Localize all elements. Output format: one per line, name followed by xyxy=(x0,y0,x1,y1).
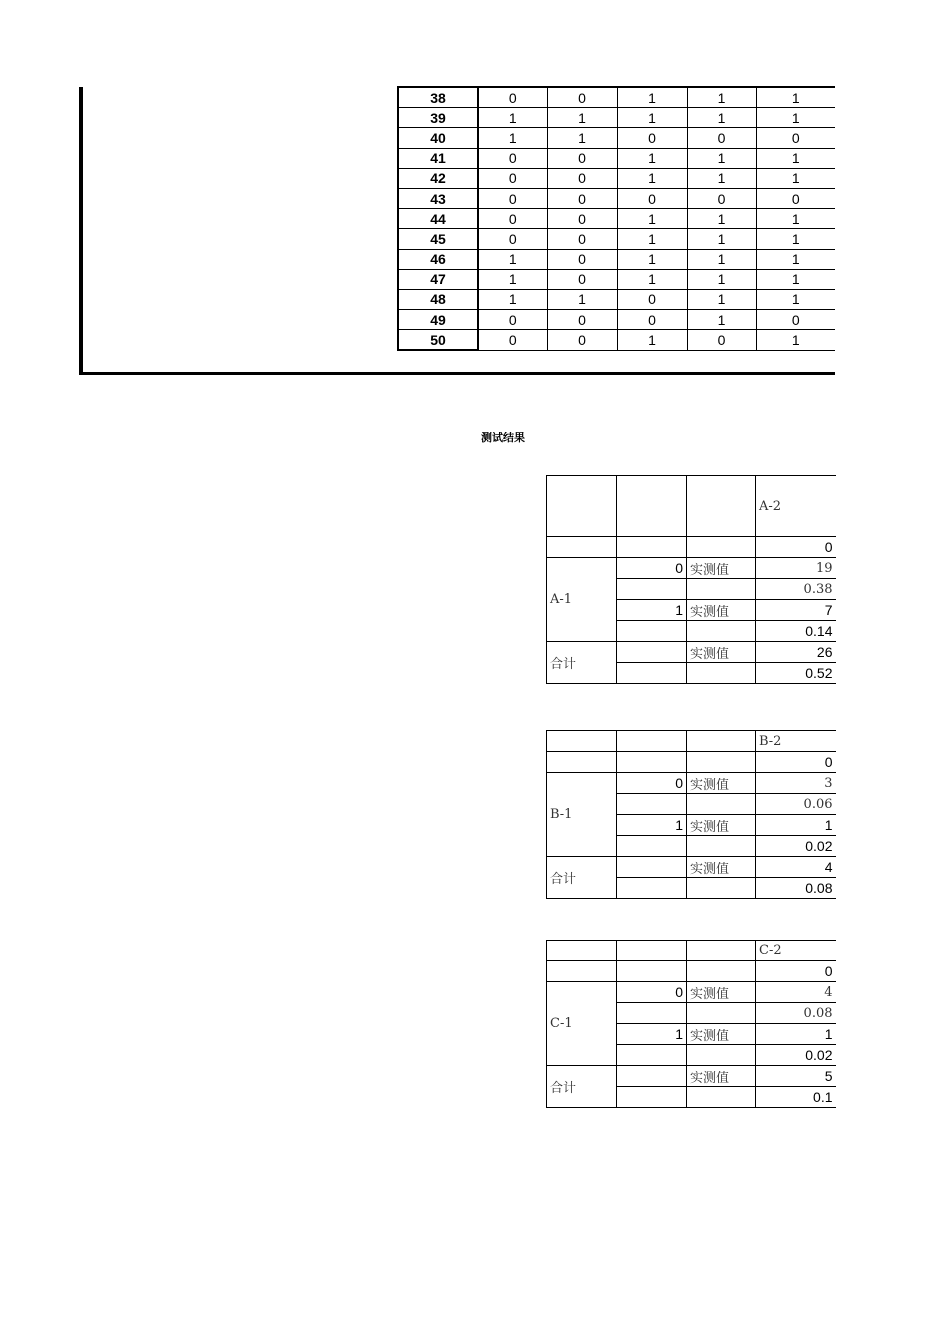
table-row xyxy=(398,330,835,351)
table-cell: 0 xyxy=(547,269,617,289)
pct-level-0: 0.08 xyxy=(756,1003,836,1024)
section-title: 测试结果 xyxy=(481,432,525,444)
cell-blank xyxy=(617,621,687,642)
row-id: 49 xyxy=(398,310,478,330)
table-row xyxy=(398,249,835,269)
table-cell: 1 xyxy=(617,249,687,269)
table-cell: 0 xyxy=(478,188,547,208)
crosstab-b xyxy=(546,730,836,899)
table-cell: 1 xyxy=(617,108,687,128)
cell-blank xyxy=(617,1045,687,1066)
table-cell: 0 xyxy=(687,188,756,208)
table-cell: 1 xyxy=(756,168,835,188)
pct-level-0: 0.06 xyxy=(756,794,836,815)
data-table-body xyxy=(398,87,835,350)
table-row xyxy=(398,108,835,128)
table-cell: 0 xyxy=(478,229,547,249)
total-label: 合计 xyxy=(547,857,617,899)
row-id: 39 xyxy=(398,108,478,128)
row-id: 50 xyxy=(398,330,478,351)
table-cell: 1 xyxy=(547,128,617,148)
row-level-0: 0 xyxy=(617,982,687,1003)
cell-blank xyxy=(687,621,756,642)
cell-blank xyxy=(687,1003,756,1024)
cell-blank xyxy=(617,961,687,982)
row-level-1: 1 xyxy=(617,1024,687,1045)
table-cell: 1 xyxy=(687,87,756,108)
table-cell: 1 xyxy=(687,229,756,249)
table-cell: 1 xyxy=(687,168,756,188)
col-value: 0 xyxy=(756,537,836,558)
row-variable-label: A-1 xyxy=(547,558,617,642)
row-id: 48 xyxy=(398,289,478,309)
table-cell: 1 xyxy=(756,229,835,249)
table-cell: 0 xyxy=(547,229,617,249)
table-cell: 1 xyxy=(617,209,687,229)
measured-label: 实测值 xyxy=(687,558,756,579)
table-cell: 1 xyxy=(756,108,835,128)
measured-label: 实测值 xyxy=(687,857,756,878)
measured-label: 实测值 xyxy=(687,1066,756,1087)
measured-label: 实测值 xyxy=(687,600,756,621)
col-value: 0 xyxy=(756,961,836,982)
data-table xyxy=(397,86,835,351)
cell-blank xyxy=(547,961,617,982)
table-cell: 1 xyxy=(478,249,547,269)
cell-blank xyxy=(687,836,756,857)
table-row xyxy=(398,209,835,229)
cell-blank xyxy=(617,1066,687,1087)
row-id: 43 xyxy=(398,188,478,208)
cell-blank xyxy=(617,752,687,773)
table-cell: 1 xyxy=(687,209,756,229)
table-cell: 1 xyxy=(617,330,687,351)
table-cell: 1 xyxy=(478,128,547,148)
table-cell: 0 xyxy=(756,310,835,330)
table-cell: 1 xyxy=(687,289,756,309)
count-level-0: 3 xyxy=(756,773,836,794)
cell-blank xyxy=(547,752,617,773)
cell-blank xyxy=(617,857,687,878)
header-blank xyxy=(687,731,756,752)
measured-label: 实测值 xyxy=(687,773,756,794)
row-level-0: 0 xyxy=(617,558,687,579)
row-variable-label: C-1 xyxy=(547,982,617,1066)
row-id: 47 xyxy=(398,269,478,289)
row-variable-label: B-1 xyxy=(547,773,617,857)
table-cell: 0 xyxy=(547,209,617,229)
cell-blank xyxy=(687,579,756,600)
measured-label: 实测值 xyxy=(687,982,756,1003)
table-cell: 0 xyxy=(756,188,835,208)
crosstab-c xyxy=(546,940,836,1108)
table-cell: 0 xyxy=(547,148,617,168)
header-blank xyxy=(617,476,687,537)
cell-blank xyxy=(617,663,687,684)
table-cell: 1 xyxy=(478,108,547,128)
table-cell: 1 xyxy=(756,330,835,351)
table-row xyxy=(398,87,835,108)
count-level-1: 1 xyxy=(756,1024,836,1045)
total-count: 26 xyxy=(756,642,836,663)
col-variable-label: A-2 xyxy=(756,476,836,537)
table-row xyxy=(398,310,835,330)
header-blank xyxy=(687,941,756,961)
col-value: 0 xyxy=(756,752,836,773)
cell-blank xyxy=(617,878,687,899)
row-id: 42 xyxy=(398,168,478,188)
table-cell: 1 xyxy=(687,310,756,330)
pct-level-0: 0.38 xyxy=(756,579,836,600)
table-cell: 0 xyxy=(547,310,617,330)
row-id: 41 xyxy=(398,148,478,168)
pct-level-1: 0.14 xyxy=(756,621,836,642)
table-cell: 0 xyxy=(756,128,835,148)
cell-blank xyxy=(687,752,756,773)
row-id: 45 xyxy=(398,229,478,249)
table-cell: 1 xyxy=(617,87,687,108)
table-cell: 0 xyxy=(478,330,547,351)
cell-blank xyxy=(617,836,687,857)
header-blank xyxy=(687,476,756,537)
cell-blank xyxy=(547,537,617,558)
table-cell: 1 xyxy=(756,269,835,289)
table-cell: 1 xyxy=(617,229,687,249)
cell-blank xyxy=(687,878,756,899)
table-cell: 1 xyxy=(617,269,687,289)
table-cell: 0 xyxy=(687,330,756,351)
pct-level-1: 0.02 xyxy=(756,836,836,857)
table-cell: 0 xyxy=(478,310,547,330)
row-id: 40 xyxy=(398,128,478,148)
table-cell: 0 xyxy=(617,128,687,148)
cell-blank xyxy=(687,1045,756,1066)
table-cell: 1 xyxy=(756,148,835,168)
measured-label: 实测值 xyxy=(687,1024,756,1045)
table-cell: 1 xyxy=(687,108,756,128)
table-cell: 1 xyxy=(478,289,547,309)
cell-blank xyxy=(687,663,756,684)
table-cell: 1 xyxy=(687,148,756,168)
row-id: 46 xyxy=(398,249,478,269)
table-cell: 1 xyxy=(756,209,835,229)
table-cell: 0 xyxy=(547,330,617,351)
table-cell: 1 xyxy=(756,249,835,269)
total-label: 合计 xyxy=(547,1066,617,1108)
cell-blank xyxy=(617,1087,687,1108)
table-cell: 1 xyxy=(687,249,756,269)
total-pct: 0.1 xyxy=(756,1087,836,1108)
header-blank xyxy=(617,731,687,752)
table-cell: 0 xyxy=(547,188,617,208)
header-blank xyxy=(547,941,617,961)
table-cell: 0 xyxy=(617,289,687,309)
count-level-1: 1 xyxy=(756,815,836,836)
table-cell: 0 xyxy=(478,168,547,188)
pct-level-1: 0.02 xyxy=(756,1045,836,1066)
table-cell: 1 xyxy=(547,289,617,309)
header-blank xyxy=(547,476,617,537)
table-row xyxy=(398,128,835,148)
cell-blank xyxy=(617,794,687,815)
cell-blank xyxy=(617,537,687,558)
cell-blank xyxy=(687,1087,756,1108)
row-id: 44 xyxy=(398,209,478,229)
table-cell: 1 xyxy=(478,269,547,289)
table-cell: 0 xyxy=(547,168,617,188)
table-cell: 1 xyxy=(756,289,835,309)
table-row xyxy=(398,168,835,188)
total-count: 5 xyxy=(756,1066,836,1087)
table-cell: 0 xyxy=(687,128,756,148)
cell-blank xyxy=(617,642,687,663)
table-row xyxy=(398,269,835,289)
total-label: 合计 xyxy=(547,642,617,684)
total-pct: 0.08 xyxy=(756,878,836,899)
table-cell: 0 xyxy=(547,249,617,269)
frame-left-border xyxy=(79,87,83,375)
table-cell: 0 xyxy=(478,209,547,229)
table-cell: 0 xyxy=(478,148,547,168)
row-id: 38 xyxy=(398,87,478,108)
table-cell: 0 xyxy=(617,188,687,208)
table-cell: 1 xyxy=(687,269,756,289)
table-row xyxy=(398,289,835,309)
cell-blank xyxy=(687,794,756,815)
table-row xyxy=(398,148,835,168)
measured-label: 实测值 xyxy=(687,815,756,836)
table-cell: 1 xyxy=(547,108,617,128)
table-cell: 1 xyxy=(617,168,687,188)
total-pct: 0.52 xyxy=(756,663,836,684)
table-cell: 0 xyxy=(478,87,547,108)
cell-blank xyxy=(617,579,687,600)
measured-label: 实测值 xyxy=(687,642,756,663)
col-variable-label: B-2 xyxy=(756,731,836,752)
row-level-1: 1 xyxy=(617,815,687,836)
header-blank xyxy=(617,941,687,961)
header-blank xyxy=(547,731,617,752)
cell-blank xyxy=(687,537,756,558)
total-count: 4 xyxy=(756,857,836,878)
row-level-0: 0 xyxy=(617,773,687,794)
table-cell: 1 xyxy=(756,87,835,108)
table-cell: 0 xyxy=(547,87,617,108)
count-level-0: 4 xyxy=(756,982,836,1003)
frame-bottom-border xyxy=(79,372,835,375)
col-variable-label: C-2 xyxy=(756,941,836,961)
cell-blank xyxy=(687,961,756,982)
crosstab-a xyxy=(546,475,836,684)
table-row xyxy=(398,229,835,249)
table-row xyxy=(398,188,835,208)
count-level-1: 7 xyxy=(756,600,836,621)
row-level-1: 1 xyxy=(617,600,687,621)
count-level-0: 19 xyxy=(756,558,836,579)
table-cell: 1 xyxy=(617,148,687,168)
cell-blank xyxy=(617,1003,687,1024)
table-cell: 0 xyxy=(617,310,687,330)
